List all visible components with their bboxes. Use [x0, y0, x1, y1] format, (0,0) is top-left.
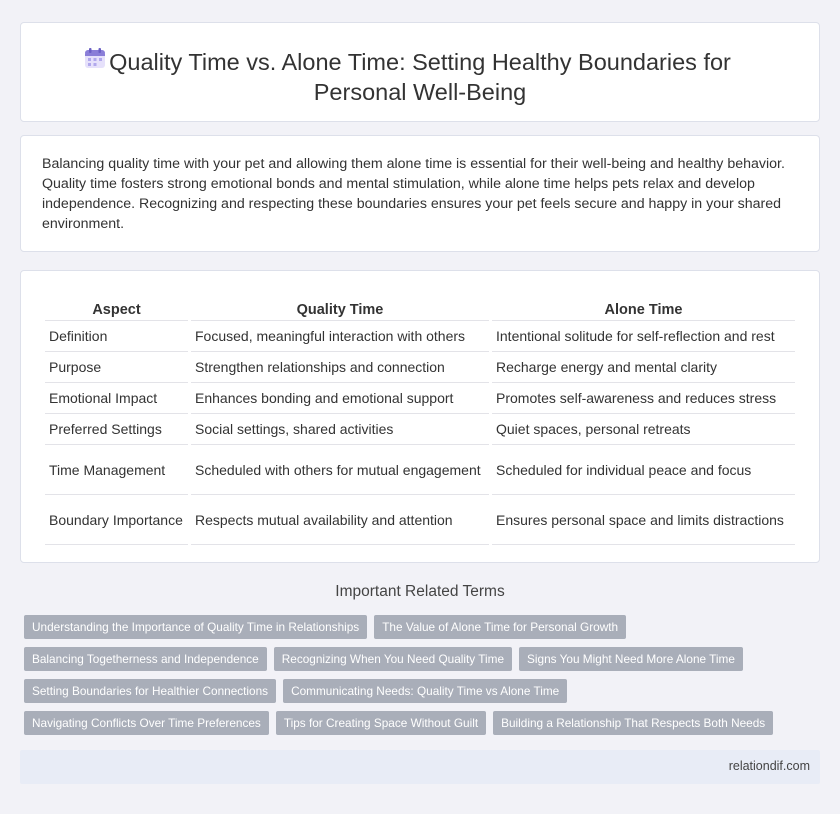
related-term-link[interactable]: The Value of Alone Time for Personal Growth: [374, 615, 626, 639]
cell-aspect: Definition: [45, 321, 188, 352]
related-term-link[interactable]: Understanding the Importance of Quality Time in Relationships: [24, 615, 367, 639]
tag-row: [24, 647, 804, 671]
related-term-link[interactable]: Communicating Needs: Quality Time vs Alone Time: [283, 679, 567, 703]
page-title-line1: Quality Time vs. Alone Time: Setting Healthy Boundaries for: [109, 49, 731, 75]
page-title-line2: Personal Well-Being: [313, 79, 527, 105]
cell-quality-time: Focused, meaningful interaction with others: [191, 321, 489, 352]
related-term-link[interactable]: Navigating Conflicts Over Time Preferences: [24, 711, 269, 735]
cell-quality-time: Respects mutual availability and attention: [191, 495, 489, 545]
related-term-link[interactable]: Balancing Togetherness and Independence: [24, 647, 267, 671]
page-title: [21, 47, 819, 107]
header-card: [20, 22, 820, 122]
cell-aspect: Preferred Settings: [45, 414, 188, 445]
header-quality-time: Quality Time: [191, 296, 489, 321]
cell-aspect: Time Management: [45, 445, 188, 495]
intro-paragraph: Balancing quality time with your pet and allowing them alone time is essential for their well-being and healthy behavior. Quality time fosters strong emotional bonds and mental stimulation, while alone time helps pets relax and develop independence. Recognizing and respecting these boundaries ensures your pet feels secure and happy in your shared environment.: [42, 156, 785, 232]
table-header-row: [45, 296, 795, 321]
comparison-table: [42, 296, 798, 545]
table-row: [45, 321, 795, 352]
cell-alone-time: Quiet spaces, personal retreats: [492, 414, 795, 445]
cell-alone-time: Recharge energy and mental clarity: [492, 352, 795, 383]
related-term-link[interactable]: Recognizing When You Need Quality Time: [274, 647, 512, 671]
cell-alone-time: Scheduled for individual peace and focus: [492, 445, 795, 495]
related-terms-list: [24, 615, 804, 743]
cell-alone-time: Promotes self-awareness and reduces stress: [492, 383, 795, 414]
header-alone-time: Alone Time: [492, 296, 795, 321]
footer-site-link[interactable]: relationdif.com: [728, 759, 810, 773]
tag-row: [24, 615, 804, 639]
table-row: [45, 383, 795, 414]
cell-aspect: Emotional Impact: [45, 383, 188, 414]
cell-alone-time: Ensures personal space and limits distractions: [492, 495, 795, 545]
cell-quality-time: Enhances bonding and emotional support: [191, 383, 489, 414]
related-term-link[interactable]: Tips for Creating Space Without Guilt: [276, 711, 486, 735]
header-aspect: Aspect: [45, 296, 188, 321]
cell-quality-time: Social settings, shared activities: [191, 414, 489, 445]
related-term-link[interactable]: Setting Boundaries for Healthier Connections: [24, 679, 276, 703]
intro-card: [20, 135, 820, 252]
table-row: [45, 495, 795, 545]
related-term-link[interactable]: Building a Relationship That Respects Both Needs: [493, 711, 773, 735]
cell-alone-time: Intentional solitude for self-reflection and rest: [492, 321, 795, 352]
cell-aspect: Boundary Importance: [45, 495, 188, 545]
cell-aspect: Purpose: [45, 352, 188, 383]
table-row: [45, 414, 795, 445]
comparison-table-card: [20, 270, 820, 563]
tag-row: [24, 711, 804, 735]
cell-quality-time: Scheduled with others for mutual engagement: [191, 445, 489, 495]
table-row: [45, 352, 795, 383]
related-term-link[interactable]: Signs You Might Need More Alone Time: [519, 647, 743, 671]
table-row: [45, 445, 795, 495]
tag-row: [24, 679, 804, 703]
footer: [20, 750, 820, 784]
related-terms-title: Important Related Terms: [335, 583, 505, 600]
cell-quality-time: Strengthen relationships and connection: [191, 352, 489, 383]
